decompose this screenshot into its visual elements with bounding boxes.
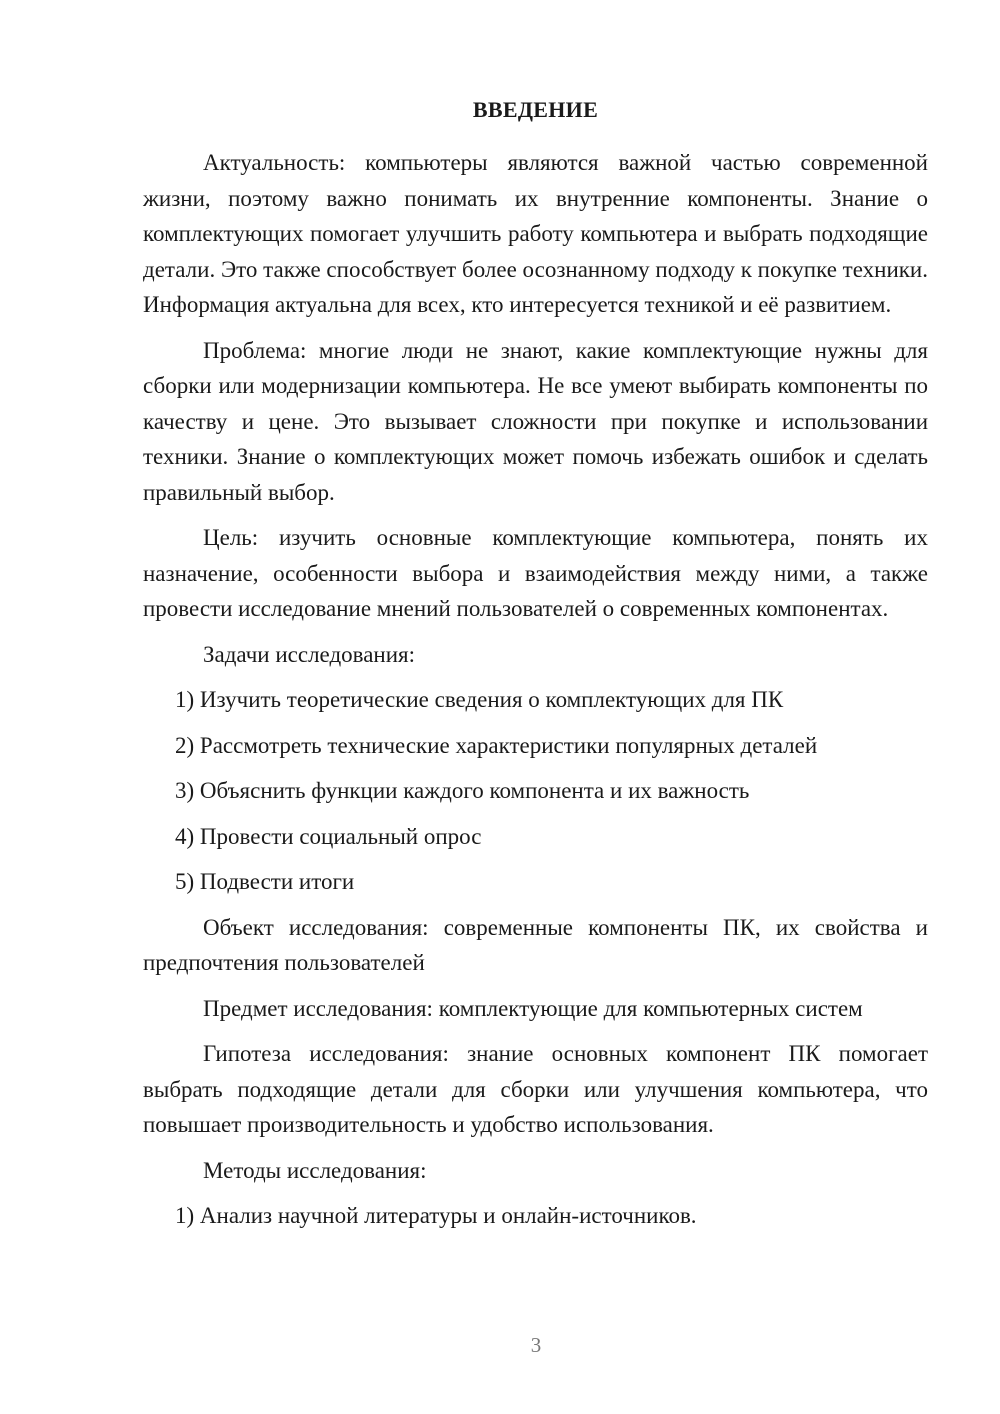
methods-heading: Методы исследования: — [203, 1157, 427, 1183]
document-page — [143, 95, 928, 1244]
task-item: 1) Изучить теоретические сведения о комплектующих для ПК — [175, 687, 784, 712]
tasks-heading: Задачи исследования: — [203, 641, 416, 667]
object-paragraph: Объект исследования: современные компоненты ПК, их свойства и предпочтения пользователей — [143, 914, 928, 975]
hypothesis-paragraph: Гипотеза исследования: знание основных компонент ПК помогает выбрать подходящие детали для сборки или улучшения компьютера, что повышает производительность и удобство использования. — [143, 1041, 928, 1137]
task-item: 2) Рассмотреть технические характеристики популярных деталей — [175, 732, 818, 758]
task-item: 5) Подвести итоги — [175, 869, 355, 894]
task-item: 3) Объяснить функции каждого компонента и их важность — [175, 778, 750, 803]
section-title: ВВЕДЕНИЕ — [472, 97, 599, 122]
page-number: 3 — [530, 1333, 542, 1357]
subject-paragraph: Предмет исследования: комплектующие для компьютерных систем — [203, 995, 863, 1021]
goal-paragraph: Цель: изучить основные комплектующие компьютера, понять их назначение, особенности выбора и взаимодействия между ними, а также провести исследование мнений пользователей о современных компонентах. — [143, 525, 928, 621]
task-item: 4) Провести социальный опрос — [175, 823, 482, 849]
method-item: 1) Анализ научной литературы и онлайн-источников. — [175, 1203, 697, 1228]
problem-paragraph: Проблема: многие люди не знают, какие комплектующие нужны для сборки или модернизации компьютера. Не все умеют выбирать компоненты по качеству и цене. Это вызывает сложности при покупке и использовании техники. Знание о комплектующих может помочь избежать ошибок и сделать правильный выбор. — [143, 337, 928, 505]
relevance-paragraph: Актуальность: компьютеры являются важной частью современной жизни, поэтому важно понимать их внутренние компоненты. Знание о комплектующих помогает улучшить работу компьютера и выбрать подходящие детали. Это также способствует более осознанному подходу к покупке техники. Информация актуальна для всех, кто интересуется техникой и её развитием. — [143, 150, 928, 317]
